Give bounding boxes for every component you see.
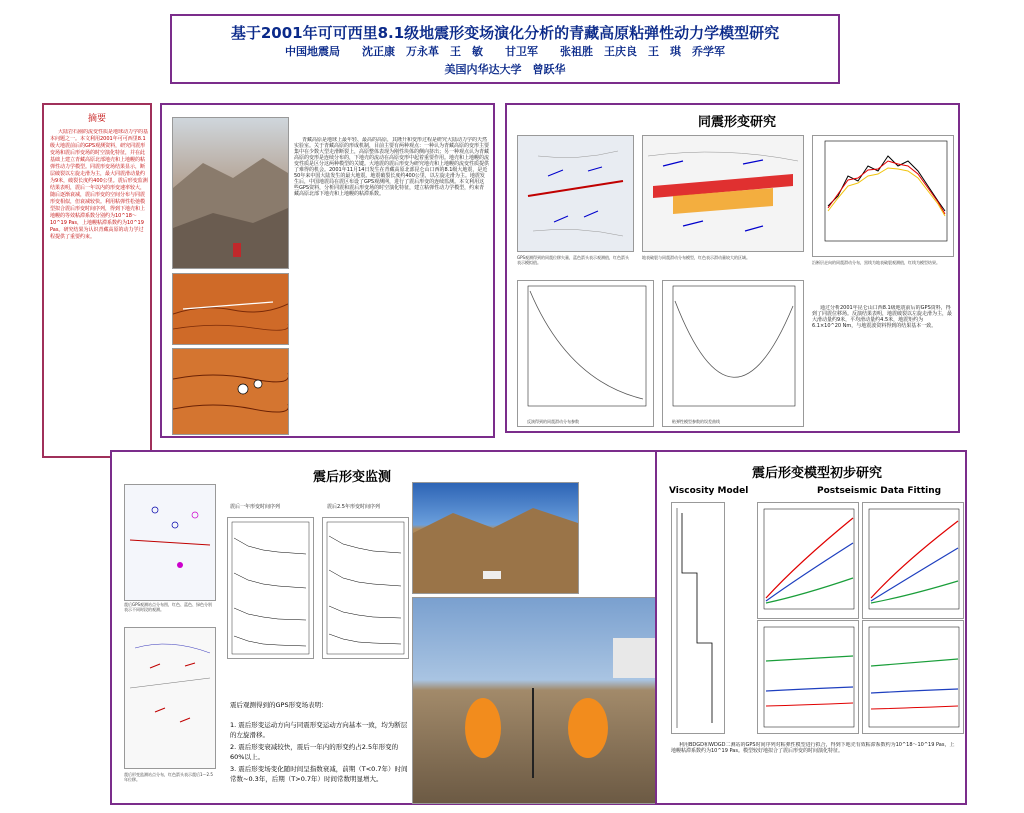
station-map — [124, 484, 216, 601]
misfit-curve-2-graphic — [663, 281, 803, 426]
postseismic-vector-map — [124, 627, 216, 769]
station-map-graphic — [125, 485, 215, 600]
fit-plot-lower-b-graphic — [863, 621, 963, 733]
postseismic-vector-caption: 震后形变监测站点分布，红色箭头表示震后1～2.5年位移。 — [124, 772, 213, 782]
field-photo — [172, 117, 289, 269]
coseismic-gps-map-graphic — [518, 136, 633, 251]
slip-profile-caption: 沿断层走向的同震滑动分布，黑线为地表破裂观测值，红线为模型结果。 — [812, 260, 940, 265]
misfit-curve-1-caption: 反演得到的同震滑动分布参数 — [527, 419, 579, 424]
model-panel — [655, 450, 967, 805]
misfit-curve-1-graphic — [518, 281, 653, 426]
coseismic-panel — [505, 103, 960, 433]
postseismic-result-3: 3. 震后形变场变化随时间呈指数衰减，前期（T<0.7年）时间常数~0.3年，后期（T>0.7年）时间常数明显增大。 — [230, 765, 408, 783]
coseismic-heading: 同震形变研究 — [697, 115, 776, 130]
slip-model-map-graphic — [643, 136, 803, 251]
misfit-curve-2-caption: 粘弹性模型参数的误差曲线 — [672, 419, 720, 424]
postseismic-result-1: 1. 震后形变运动方向与同震形变运动方向基本一致，均为断层的左旋滑移。 — [230, 721, 408, 739]
model-heading: 震后形变模型初步研究 — [751, 466, 882, 481]
timeseries-1yr — [227, 517, 314, 659]
abstract-text: 大陆岩石圈的流变性质是地球动力学的基本问题之一。本文利用2001年可可西里8.1级大地震前后的GPS观测资料，研究同震形变场和震后形变场的时空演化特征，并在此基础上建立青藏高原北部地壳和上地幔的粘弹性动力学模型。同震形变场结果显示，断层破裂以左旋走滑为主，最大同震滑动量约为9米，破裂长度约400公里。震后形变监测结果表明，震后一年以内的形变速率较大，随后逐渐衰减，震后形变的空间分布与同震形变相似，但衰减较快。利用粘弹性松弛模型拟合震后形变时间序列，得到下地壳和上地幔的等效粘滞系数分别约为10^18～10^19 Pas，上地幔粘滞系数约为10^19 Pas。研究结果为认识青藏高原的动力学过程提供了重要约束。 — [50, 129, 148, 240]
slip-profile-plot-graphic — [813, 136, 953, 256]
postseismic-result-2: 2. 震后形变衰减较快，震后一年内的形变约占2.5年形变的60%以上。 — [230, 743, 399, 761]
topo-map-a — [172, 273, 289, 345]
fit-plot-wdgd — [757, 502, 859, 619]
timeseries-1yr-graphic — [228, 518, 313, 658]
viscosity-profile-graphic — [672, 503, 724, 733]
title-block — [170, 14, 840, 84]
abstract-heading: 摘要 — [87, 114, 106, 124]
postseismic-panel — [110, 450, 675, 805]
fit-plot-lower-a-graphic — [758, 621, 858, 733]
slip-profile-plot — [812, 135, 954, 257]
intro-text: 青藏高原是地球上最年轻、最高的高原，其隆升和变形过程是研究大陆动力学的天然实验室。关于青藏高原的形成机制，目前主要有两种观点：一种认为青藏高原的变形主要集中在少数大型走滑断裂上，高原整体表现为刚性块体的侧向挤出；另一种观点认为青藏高原的变形是连续分布的，下地壳的流动在高原变形中起着重要作用。地壳和上地幔的流变性质是区分这两种模型的关键。大地震的震后形变为研究地壳和上地幔的流变性质提供了难得的机会。2001年11月14日发生在青藏高原北部昆仑山口西的8.1级大地震，是近50年来中国大陆发生的最大地震。地震破裂长度约400公里，以左旋走滑为主。地震发生后，中国地震局在震区布设了GPS观测网，进行了震后形变的连续监测。本文利用这些GPS资料，分析同震和震后形变场的时空演化特征，建立粘弹性动力学模型，约束青藏高原北部下地壳和上地幔的粘滞系数。 — [294, 137, 489, 197]
slip-model-caption: 地表破裂与同震滑动分布模型，红色表示滑动量较大的区域。 — [642, 255, 750, 260]
misfit-curve-2 — [662, 280, 804, 427]
fit-plot-lower-b — [862, 620, 964, 734]
fit-plot-lower-a — [757, 620, 859, 734]
ts1-label: 震后一年形变时间序列 — [230, 504, 281, 510]
topo-map-a-graphic — [173, 274, 288, 344]
abstract-panel — [42, 103, 152, 458]
topo-map-b — [172, 348, 289, 435]
data-fitting-label: Postseismic Data Fitting — [817, 486, 942, 496]
postseismic-heading: 震后形变监测 — [312, 470, 391, 485]
poster-title: 基于2001年可可西里8.1级地震形变场演化分析的青藏高原粘弹性动力学模型研究 — [230, 24, 780, 42]
gps-survey-photo-graphic — [413, 598, 673, 803]
postseismic-result-heading: 震后观测得到的GPS形变场表明： — [230, 701, 328, 709]
fit-plot-wdgd-graphic — [758, 503, 858, 618]
coseismic-map-caption: GPS观测得到的同震位移矢量，蓝色箭头表示观测值，红色箭头表示模拟值。 — [517, 255, 630, 265]
gps-survey-photo — [412, 597, 674, 804]
fit-plot-bdgd — [862, 502, 964, 619]
landscape-photo-graphic — [413, 483, 578, 593]
viscosity-model-label: Viscosity Model — [669, 486, 749, 496]
intro-panel — [160, 103, 495, 438]
affiliation-line: 美国内华达大学 曾跃华 — [444, 63, 566, 76]
topo-map-b-graphic — [173, 349, 288, 434]
landscape-photo — [412, 482, 579, 594]
fit-plot-bdgd-graphic — [863, 503, 963, 618]
timeseries-2p5yr-graphic — [323, 518, 408, 658]
author-line: 中国地震局 沈正康 万永革 王 敏 甘卫军 张祖胜 王庆良 王 琪 乔学军 — [285, 45, 725, 58]
coseismic-text: 通过分析2001年昆仑山口西8.1级地震前后的GPS资料，得到了同震位移场。反演结果表明，地震破裂以左旋走滑为主，最大滑动量约9米，平均滑动量约4.5米，地震矩约为6.1×10^20 Nm，与地震波资料得到的结果基本一致。 — [812, 305, 952, 329]
misfit-curve-1 — [517, 280, 654, 427]
postseismic-vector-map-graphic — [125, 628, 215, 768]
coseismic-gps-map — [517, 135, 634, 252]
station-map-caption: 震后GPS观测站点分布图，红色、蓝色、绿色分别表示不同时段的观测。 — [124, 602, 213, 612]
model-text: 利用BDGD和WDGD二测站的GPS时间序列对粘弹性模型进行拟合，得到下地壳有效粘滞系数约为10^18～10^19 Pas，上地幔粘滞系数约为10^19 Pas。模型较好地拟合了震后形变的时间演化特征。 — [671, 742, 955, 754]
field-photo-graphic — [173, 118, 288, 268]
slip-model-map — [642, 135, 804, 252]
viscosity-profile — [671, 502, 725, 734]
ts2-label: 震后2.5年形变时间序列 — [327, 504, 380, 510]
timeseries-2p5yr — [322, 517, 409, 659]
